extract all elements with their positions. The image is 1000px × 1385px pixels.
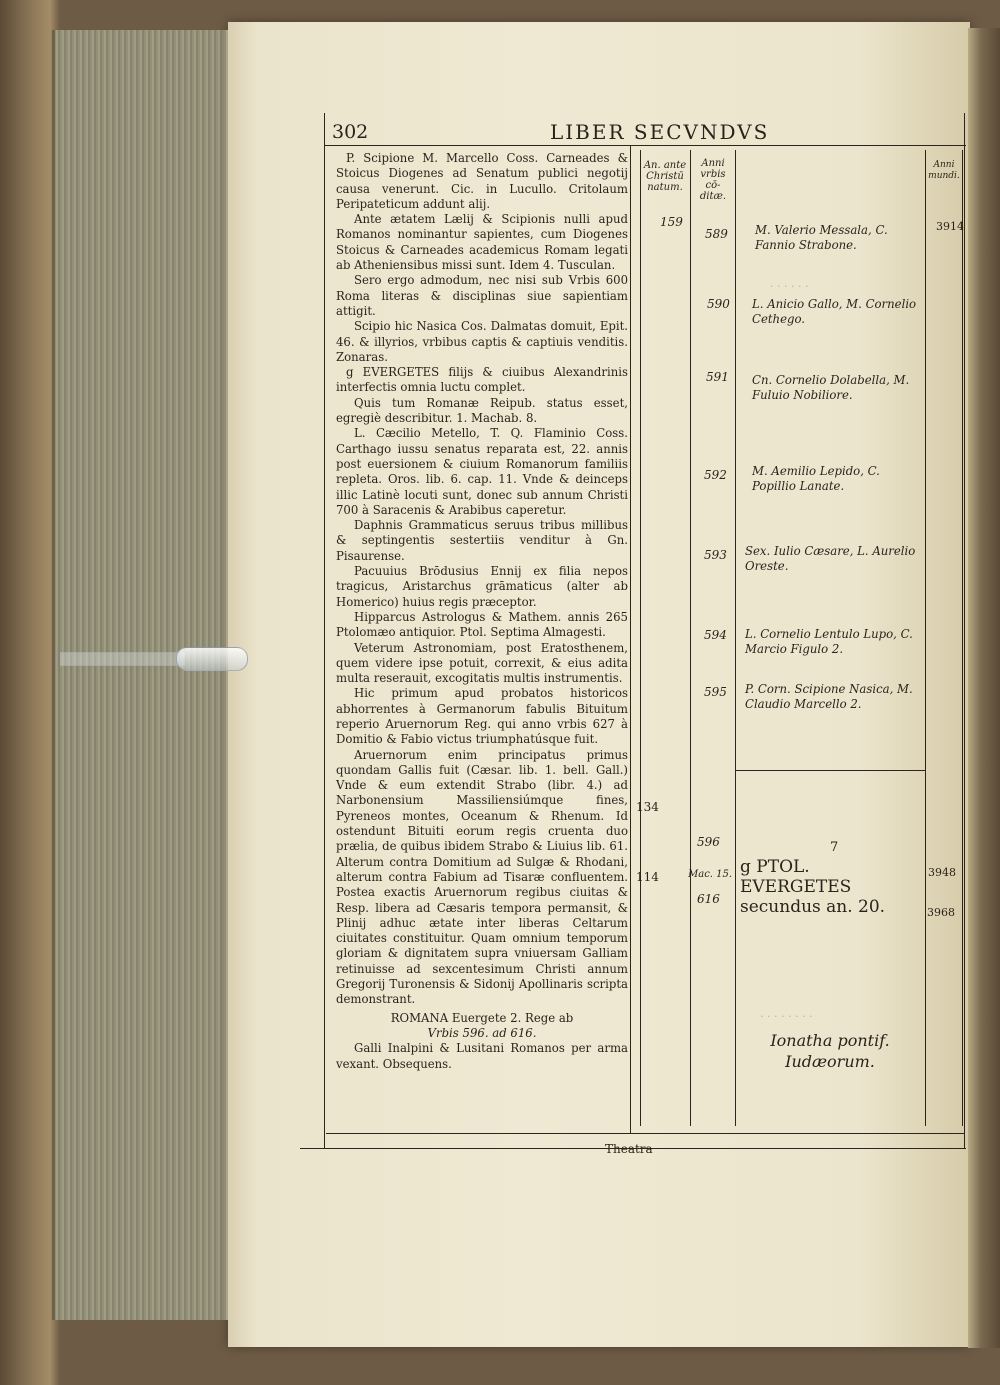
paragraph: Daphnis Grammaticus seruus tribus millibus & septingentis sestertiis venditur à Gn. Pisaurense.	[336, 518, 628, 563]
roman-heading: ROMANA Euergete 2. Rege ab	[390, 1010, 574, 1025]
mundi-year: 3914	[936, 220, 964, 233]
paragraph: Sero ergo admodum, nec nisi sub Vrbis 600 Roma literas & disciplinas siue sapientiam attigit.	[336, 273, 628, 318]
paragraph: Veterum Astronomiam, post Eratosthenem, quem videre ipse potuit, correxit, & eius adita multa reserauit, excogitatis multis instrumentis.	[336, 640, 628, 686]
mac-reference: Mac. 15.	[688, 869, 733, 880]
paragraph: L. Cæcilio Metello, T. Q. Flaminio Coss. Carthago iussu senatus reparata est, 22. annis post euersionem & ciuium Romanorum familiis repleta. Oros. lib. 6. cap. 11. Vnde & deinceps illic Latinè locuti sunt, donec sub annum Christi 700 à Saracenis & Arabibus caperetur.	[336, 426, 628, 517]
col-rule-3	[735, 150, 736, 1126]
mundi-year: 3948	[928, 866, 956, 879]
paragraph: Hic primum apud probatos historicos abhorrentes à Germanorum fabulis Bituitum reperio Aruernorum Reg. qui anno vrbis 627 à Domitio & Fabio victus triumphatúsque fuit.	[336, 686, 628, 747]
running-head: LIBER SECVNDVS	[550, 120, 770, 144]
book-cover-edge	[968, 28, 1000, 1348]
paragraph: Hipparcus Astrologus & Mathem. annis 265 Ptolomæo antiquior. Ptol. Septima Almagesti.	[336, 609, 628, 640]
consul-entry: Sex. Iulio Cæsare, L. Aurelio Oreste.	[745, 544, 916, 573]
frame-right	[964, 113, 965, 1148]
ante-christum-year: 159	[660, 215, 683, 229]
consul-entry: L. Anicio Gallo, M. Cornelio Cethego.	[752, 297, 917, 326]
col-rule-4	[925, 150, 926, 1126]
urbis-year: 591	[706, 370, 729, 384]
paragraph: Ante ætatem Lælij & Scipionis nulli apud Romanos nominantur sapientes, cum Diogenes Stoicus & Carneades academicus Romam legati ab Atheniensibus missi sunt. Idem 4. Tusculan.	[336, 212, 628, 273]
king-box-top	[735, 770, 925, 771]
urbis-year: 589	[705, 227, 728, 241]
ante-christum-year: 114	[636, 870, 659, 884]
consul-entry: L. Cornelio Lentulo Lupo, C. Marcio Figulo 2.	[745, 627, 913, 656]
king-entry: g PTOL. EVERGETES secundus an. 20.	[740, 857, 886, 917]
page-edges	[52, 30, 230, 1320]
bookmark-clip	[176, 647, 248, 671]
col-rule-2	[690, 150, 691, 1126]
col-rule-5	[962, 150, 963, 1126]
col-rule-1	[640, 150, 641, 1126]
page-number: 302	[332, 121, 369, 143]
col-ante-christum: An. ante Christū natum.	[643, 160, 687, 193]
consul-entry: M. Valerio Messala, C. Fannio Strabone.	[755, 223, 888, 252]
catchword: Theatra	[605, 1142, 653, 1156]
frame-left	[324, 113, 325, 1148]
urbis-year: 596	[697, 835, 720, 849]
ante-christum-year: 134	[636, 800, 659, 814]
urbis-year: 590	[707, 297, 730, 311]
paragraph: Pacuuius Brōdusius Ennij ex filia nepos tragicus, Aristarchus grāmaticus (alter ab Homerico) huius regis præceptor.	[336, 564, 628, 609]
pontiff-entry: Ionatha pontif. Iudæorum.	[770, 1031, 890, 1071]
consul-entry: M. Aemilio Lepido, C. Popillio Lanate.	[752, 464, 880, 493]
consul-entry: P. Corn. Scipione Nasica, M. Claudio Marcello 2.	[745, 682, 913, 711]
col-anni-urbis: Anni vrbis cō-ditæ.	[699, 158, 727, 202]
urbis-year: 592	[704, 468, 727, 482]
header-rule	[324, 145, 966, 146]
urbis-year: 594	[704, 628, 727, 642]
urbis-year: 595	[704, 685, 727, 699]
king-number: 7	[830, 840, 839, 855]
urbis-year: 593	[704, 548, 727, 562]
mundi-year: 3968	[927, 906, 955, 919]
bleed-through: · · · · · ·	[770, 280, 809, 293]
paragraph: g EVERGETES filijs & ciuibus Alexandrinis interfectis omnia luctu complet.	[336, 365, 628, 395]
main-text	[336, 151, 628, 1072]
paragraph: Galli Inalpini & Lusitani Romanos per arma vexant. Obsequens.	[336, 1041, 628, 1071]
bookmark-strip	[60, 652, 185, 666]
roman-heading-sub: Vrbis 596. ad 616.	[427, 1025, 537, 1040]
paragraph: Scipio hic Nasica Cos. Dalmatas domuit, Epit. 46. & illyrios, vrbibus captis & captiuis venditis. Zonaras.	[336, 319, 628, 364]
paragraph: Aruernorum enim principatus primus quondam Gallis fuit (Cæsar. lib. 1. bell. Gall.) Vnde & eum extendit Strabo (libr. 4.) ad Narbonensium Massiliensiúmque fines, Pyreneos montes, Oceanum & Rhenum. Id ostendunt Bituiti eorum regis cruenta duo prælia, de quibus ibidem Strabo & Liuius lib. 61. Alterum contra Domitium ad Sulgæ & Rhodani, alterum contra Fabium ad Tisaræ confluentem. Postea exactis Aruernorum regibus ciuitas & Resp. libera ad Cæsaris tempora permansit, & Plinij adhuc ætate inter liberas Celtarum ciuitates constituitur. Quam omnium temporum gloriam & dignitatem supra vniuersam Galliam retinuisse ad sexcentesimum Christi annum Gregorij Turonensis & Sidonij Apollinaris scripta demonstrant.	[336, 747, 628, 1007]
text-right-rule	[630, 145, 631, 1133]
paragraph: Quis tum Romanæ Reipub. status esset, egregiè describitur. 1. Machab. 8.	[336, 395, 628, 426]
paragraph: P. Scipione M. Marcello Coss. Carneades & Stoicus Diogenes ad Senatum publici negotij causa venerunt. Cic. in Lucullo. Critolaum Peripateticum addunt alij.	[336, 151, 628, 211]
col-anni-mundi: Anni mundi.	[928, 160, 960, 181]
text-bottom-rule	[326, 1133, 964, 1134]
bleed-through: · · · · · · · ·	[760, 1010, 813, 1023]
urbis-year: 616	[697, 892, 720, 906]
consul-entry: Cn. Cornelio Dolabella, M. Fuluio Nobiliore.	[752, 373, 910, 402]
